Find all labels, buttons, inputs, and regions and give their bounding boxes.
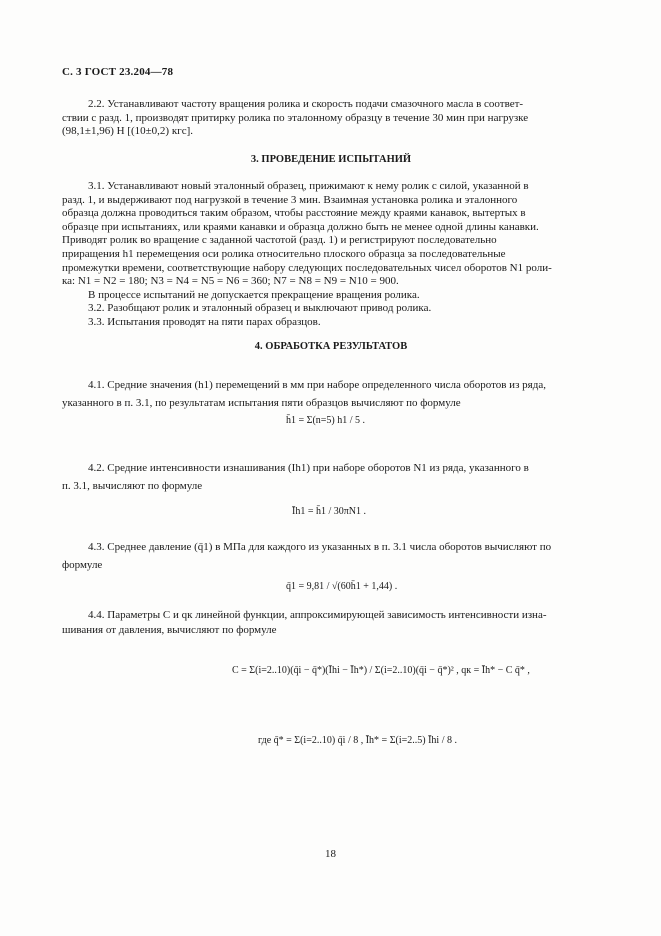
paragraph-line: 3.1. Устанавливают новый эталонный образец, прижимают к нему ролик с силой, указанной в <box>88 180 529 192</box>
paragraph-line: ка: N1 = N2 = 180; N3 = N4 = N5 = N6 = 360; N7 = N8 = N9 = N10 = 900. <box>62 275 399 288</box>
paragraph-line: разд. 1, и выдерживают под нагрузкой в течение 3 мин. Взаимная установка ролика и эталонного <box>62 193 518 206</box>
paragraph-line: 4.3. Среднее давление (q̄1) в МПа для каждого из указанных в п. 3.1 числа оборотов вычисляют по <box>88 541 552 553</box>
paragraph-line: формуле <box>62 559 103 571</box>
paragraph-line: В процессе испытаний не допускается прекращение вращения ролика. <box>88 288 420 301</box>
paragraph-line: шивания от давления, вычисляют по формуле <box>62 624 277 636</box>
paragraph-4-1 <box>62 376 600 412</box>
section-4-title: 4. ОБРАБОТКА РЕЗУЛЬТАТОВ <box>254 341 408 352</box>
paragraph-line: ствии с разд. 1, производят притирку ролика по эталонному образцу в течение 30 мин при нагрузке <box>62 111 529 124</box>
paragraph-line: 4.2. Средние интенсивности изнашивания (Ih1) при наборе оборотов N1 из ряда, указанного в <box>88 462 529 474</box>
section-3-title: 3. ПРОВЕДЕНИЕ ИСПЫТАНИЙ <box>250 154 412 165</box>
formula-4-4: C = Σ(i=2..10)(q̄i − q̄*)(Īhi − Īh*) / Σ(i=2..10)(q̄i − q̄*)² , qк = Īh* − C q̄* , <box>232 665 530 676</box>
paragraph-line: приращения h1 перемещения оси ролика относительно плоского образца за последовательные <box>62 247 506 260</box>
paragraph-line: (98,1±1,96) Н [(10±0,2) кгс]. <box>62 125 193 138</box>
formula-4-3: q̄1 = 9,81 / √(60h̄1 + 1,44) . <box>286 581 398 592</box>
paragraph-4-2 <box>62 459 600 495</box>
paragraph-line: образца должна проводиться таким образом, чтобы расстояние между краями канавок, вытертых в <box>62 207 526 220</box>
page-number: 18 <box>325 848 336 860</box>
formula-4-1: h̄1 = Σ(n=5) h1 / 5 . <box>286 415 366 426</box>
page-header: С. 3 ГОСТ 23.204—78 <box>62 66 174 78</box>
paragraph-line: п. 3.1, вычисляют по формуле <box>62 480 203 492</box>
formula-4-2: Īh1 = h̄1 / 30πN1 . <box>292 506 367 517</box>
paragraph-line: 4.4. Параметры C и qк линейной функции, аппроксимирующей зависимость интенсивности изна- <box>88 609 547 621</box>
paragraph-4-3 <box>62 538 600 574</box>
paragraph-2-2 <box>62 98 600 139</box>
paragraph-3-3: 3.3. Испытания проводят на пяти парах образцов. <box>88 315 321 328</box>
paragraph-3-2: 3.2. Разобщают ролик и эталонный образец и выключают привод ролика. <box>88 302 432 315</box>
formula-4-4-where: где q̄* = Σ(i=2..10) q̄i / 8 , Īh* = Σ(i=2..5) Īhi / 8 . <box>258 735 457 746</box>
paragraph-3-1 <box>62 180 600 330</box>
paragraph-line: образце при испытаниях, или краями канавки и образца должно быть не менее одной длины канавки. <box>62 220 539 233</box>
paragraph-line: 4.1. Средние значения (h1) перемещений в мм при наборе определенного числа оборотов из ряда, <box>88 379 546 391</box>
paragraph-line: 2.2. Устанавливают частоту вращения ролика и скорость подачи смазочного масла в соответ- <box>88 98 524 110</box>
paragraph-4-4 <box>62 608 600 638</box>
paragraph-line: указанного в п. 3.1, по результатам испытания пяти образцов вычисляют по формуле <box>62 397 461 409</box>
paragraph-line: Приводят ролик во вращение с заданной частотой (разд. 1) и регистрируют последовательно <box>62 234 497 247</box>
paragraph-line: промежутки времени, соответствующие набору следующих последовательных чисел оборотов N1 роли- <box>62 261 552 274</box>
